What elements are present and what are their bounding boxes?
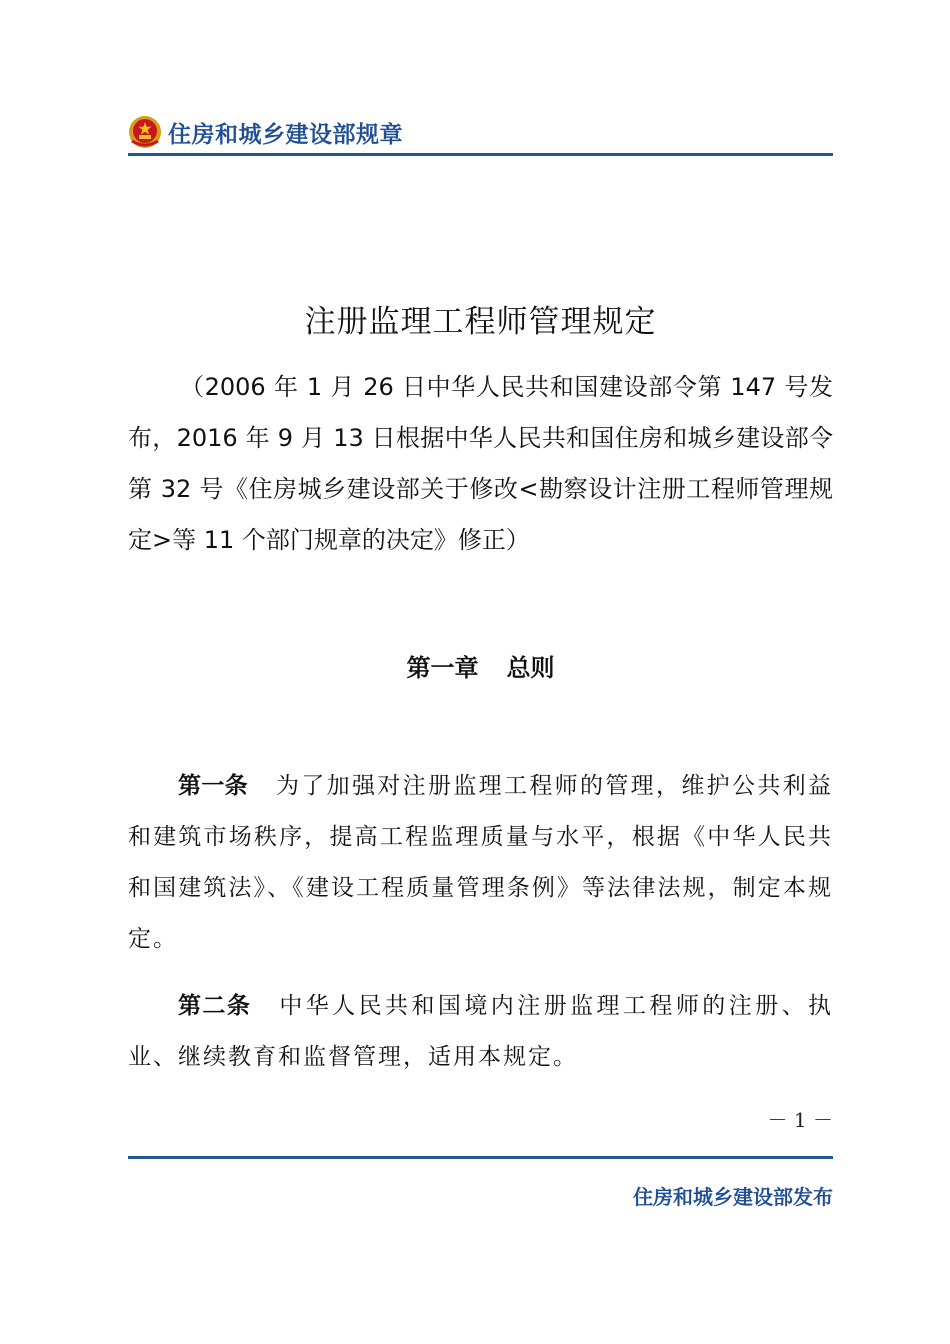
- article-label: 第二条: [178, 993, 252, 1019]
- article-2: [128, 981, 833, 1083]
- page-header: [128, 114, 833, 150]
- footer-publisher: 住房和城乡建设部发布: [633, 1185, 833, 1209]
- chapter-number: 第一章: [406, 654, 479, 682]
- chapter-name: 总则: [506, 654, 555, 682]
- revision-note-text: （2006 年 1 月 26 日中华人民共和国建设部令第 147 号发布，2016 年 9 月 13 日根据中华人民共和国住房和城乡建设部令第 32 号《住房城乡建设部关于修改<勘察设计注册工程师管理规定>等 11 个部门规章的决定》修正）: [128, 373, 833, 554]
- page-number: － 1 －: [767, 1108, 833, 1132]
- article-text: 为了加强对注册监理工程师的管理，维护公共利益和建筑市场秩序，提高工程监理质量与水平，根据《中华人民共和国建筑法》、《建设工程质量管理条例》等法律法规，制定本规定。: [128, 773, 833, 952]
- article-label: 第一条: [178, 773, 248, 799]
- footer-divider: [128, 1156, 833, 1159]
- revision-note: [128, 362, 833, 566]
- national-emblem-icon: [128, 115, 162, 149]
- article-text: 中华人民共和国境内注册监理工程师的注册、执业、继续教育和监督管理，适用本规定。: [128, 993, 834, 1070]
- header-title: 住房和城乡建设部规章: [168, 121, 403, 148]
- chapter-heading: [128, 648, 833, 683]
- header-divider: [128, 153, 833, 156]
- document-title: 注册监理工程师管理规定: [304, 304, 657, 340]
- article-1: [128, 761, 833, 965]
